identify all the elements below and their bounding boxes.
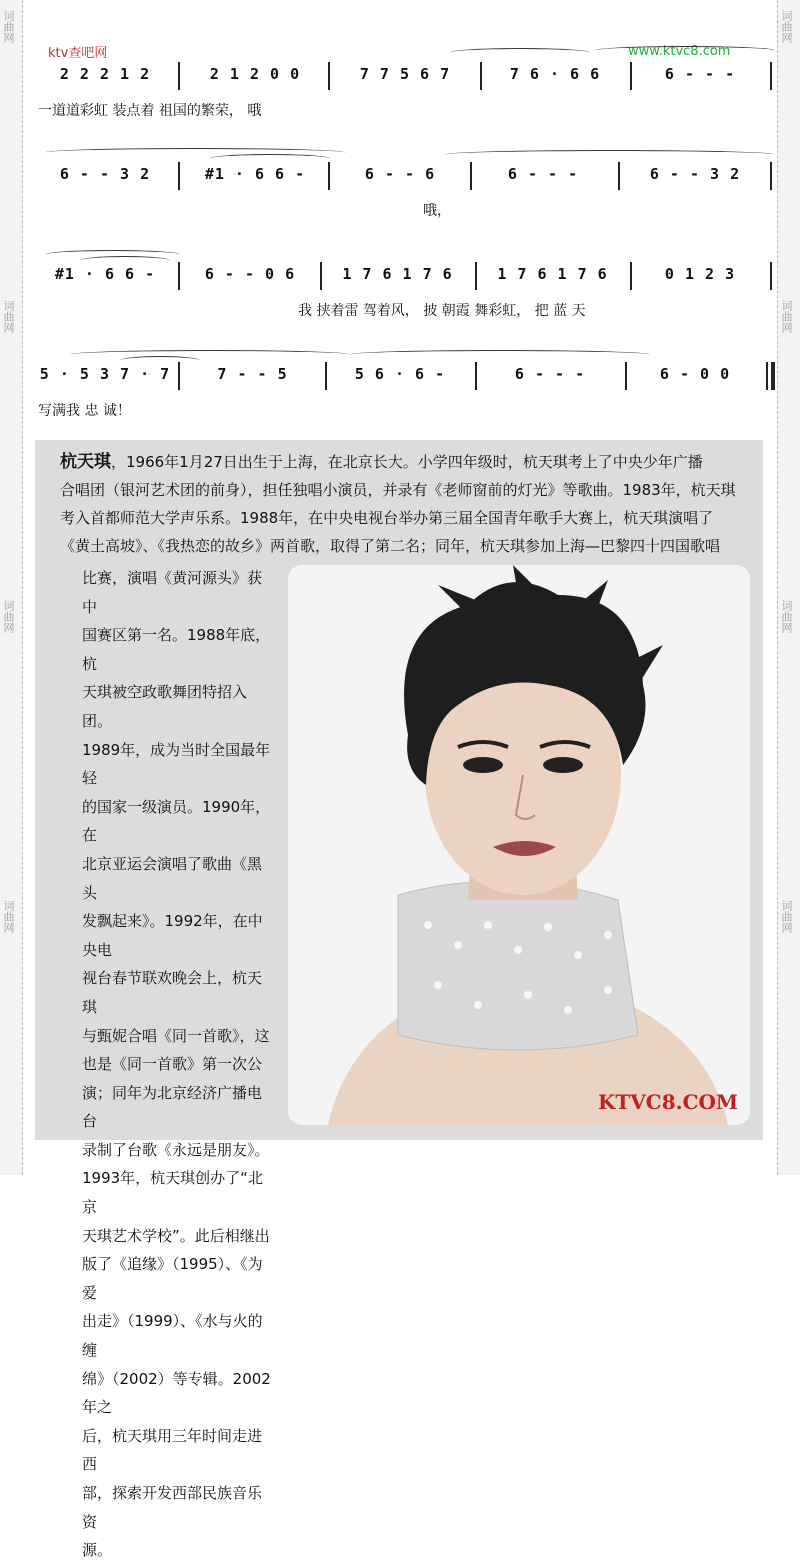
edge-watermark: 词曲网 — [780, 900, 793, 933]
edge-watermark: 词曲网 — [2, 10, 15, 43]
slur-mark — [350, 350, 650, 359]
slur-mark — [120, 356, 200, 365]
bio-line: 比赛，演唱《黄河源头》获中 — [82, 569, 263, 616]
singer-portrait — [288, 565, 750, 1125]
bio-line: 国赛区第一名。1988年底，杭 — [82, 626, 271, 673]
bio-line: 合唱团（银河艺术团的前身），担任独唱小演员，并录有《老师窗前的灯光》等歌曲。1983年，杭天琪 — [60, 481, 736, 499]
edge-watermark: 词曲网 — [780, 300, 793, 333]
right-margin-strip — [777, 0, 800, 1175]
lyric-line: 写满我 忠 诚！ — [38, 403, 131, 419]
measure: 6 - - 0 6 — [204, 265, 296, 283]
bio-line: 天琪艺术学校”。此后相继出 — [82, 1226, 270, 1245]
bio-line: 杭天琪，1966年1月27日出生于上海，在北京长大。小学四年级时，杭天琪考上了中央少年广播 — [60, 452, 703, 472]
measure: 6 - 0 0 — [659, 365, 731, 383]
portrait-illustration — [288, 565, 750, 1125]
site-logo: KTVC8.COM — [598, 1090, 739, 1114]
biography-wrapped-text — [82, 564, 272, 1565]
singer-name: 杭天琪 — [60, 452, 111, 472]
measure: 5 6 · 6 - — [354, 365, 446, 383]
bio-line: 北京亚运会演唱了歌曲《黑头 — [82, 854, 263, 902]
notes-line — [30, 65, 775, 93]
measure: #1 · 6 6 - — [54, 265, 156, 283]
measure: 6 - - - — [514, 365, 586, 383]
edge-watermark: 词曲网 — [2, 300, 15, 333]
bio-line: 发飘起来》。1992年，在中央电 — [82, 912, 263, 959]
biography-full-width-text — [60, 448, 750, 560]
measure: 7 7 5 6 7 — [359, 65, 451, 83]
site-watermark-right: www.ktvc8.com — [628, 44, 731, 59]
bio-line: 1989年，成为当时全国最年轻 — [82, 740, 271, 788]
measure: 1 7 6 1 7 6 — [497, 265, 608, 283]
bio-line: 源。 — [82, 1541, 113, 1560]
measure: 0 1 2 3 — [664, 265, 736, 283]
bio-line: 后，杭天琪用三年时间走进西 — [82, 1426, 263, 1474]
notes-line — [30, 365, 775, 393]
measure: 2 2 2 1 2 — [59, 65, 151, 83]
bio-line: 演；同年为北京经济广播电台 — [82, 1083, 263, 1131]
left-margin-strip — [0, 0, 23, 1175]
score-system — [30, 40, 775, 135]
bio-line: 绵》（2002）等专辑。2002年之 — [82, 1369, 271, 1417]
measure: #1 · 6 6 - — [204, 165, 306, 183]
lyric-line: 一道道彩虹 装点着 祖国的繁荣， 哦 — [38, 103, 262, 119]
measure: 7 - - 5 — [217, 365, 288, 383]
score-system — [30, 340, 775, 435]
measure: 6 - - 3 2 — [59, 165, 151, 183]
bio-line: 考入首都师范大学声乐系。1988年，在中央电视台举办第三届全国青年歌手大赛上，杭天琪演唱了 — [60, 509, 714, 527]
bio-line: 《黄土高坡》、《我热恋的故乡》两首歌，取得了第二名；同年，杭天琪参加上海—巴黎四十四国歌唱 — [60, 537, 721, 555]
site-watermark-left: ktv查吧网 — [48, 46, 108, 61]
bio-line: 部，探索开发西部民族音乐资 — [82, 1484, 263, 1531]
bio-line: 出走》（1999）、《水与火的缠 — [82, 1312, 263, 1360]
edge-watermark: 词曲网 — [2, 600, 15, 633]
notes-line — [30, 265, 775, 293]
notes-line — [30, 165, 775, 193]
bio-line: 录制了台歌《永远是朋友》。 — [82, 1140, 270, 1159]
music-score — [30, 40, 775, 440]
slur-mark — [80, 256, 170, 265]
lyric-line: 哦， — [423, 203, 451, 219]
bio-line: 天琪被空政歌舞团特招入团。 — [82, 683, 248, 730]
bio-line: 与甄妮合唱《同一首歌》，这 — [82, 1026, 270, 1045]
measure: 2 1 2 0 0 — [209, 65, 301, 83]
slur-mark — [450, 48, 590, 57]
edge-watermark: 词曲网 — [780, 600, 793, 633]
slur-mark — [210, 154, 330, 163]
edge-watermark: 词曲网 — [780, 10, 793, 43]
bio-line: 也是《同一首歌》第一次公 — [82, 1055, 263, 1074]
measure: 6 - - - — [507, 165, 579, 183]
slur-mark — [70, 350, 350, 359]
measure: 6 - - 3 2 — [649, 165, 741, 183]
measure: 1 7 6 1 7 6 — [342, 265, 453, 283]
score-system — [30, 240, 775, 335]
measure: 5 · 5 3 7 · 7 — [39, 365, 171, 383]
slur-mark — [445, 150, 775, 159]
lyric-line: 我 挟着雷 驾着风， 披 朝霞 舞彩虹， 把 蓝 天 — [298, 303, 586, 319]
score-system — [30, 140, 775, 235]
bio-line: 1993年，杭天琪创办了“北京 — [82, 1169, 263, 1217]
measure: 6 - - 6 — [364, 165, 436, 183]
bio-line: 视台春节联欢晚会上，杭天琪 — [82, 969, 263, 1016]
measure: 6 - - - — [664, 65, 736, 83]
bio-line: 的国家一级演员。1990年，在 — [82, 797, 271, 845]
measure: 7 6 · 6 6 — [509, 65, 601, 83]
bio-line: 版了《追缘》（1995）、《为爱 — [82, 1255, 263, 1302]
slur-mark — [595, 46, 775, 55]
edge-watermark: 词曲网 — [2, 900, 15, 933]
